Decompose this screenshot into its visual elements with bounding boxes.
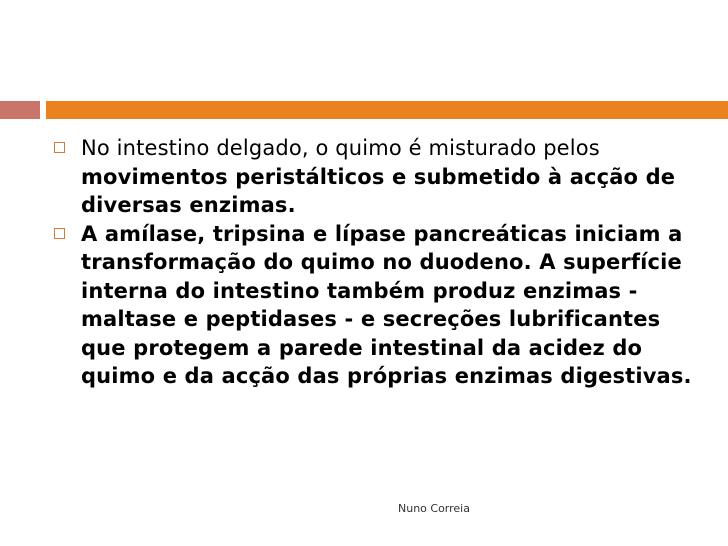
bullet-item: [52, 134, 692, 220]
square-bullet-icon: [54, 142, 65, 153]
bullet-text: A amílase, tripsina e lípase pancreáticas iniciam a transformação do quimo no duodeno. A superfície interna do intestino também produz enzimas - maltase e peptidases - e secreções lubrificantes que protegem a parede intestinal da acidez do quimo e da acção das próprias enzimas digestivas.: [81, 221, 692, 388]
bullet-text-bold: movimentos peristálticos e submetido à acção de diversas enzimas.: [81, 164, 676, 217]
slide-content: [52, 134, 692, 391]
footer-author: Nuno Correia: [398, 502, 470, 515]
bullet-item: [52, 220, 692, 391]
accent-bar-left: [0, 101, 40, 119]
square-bullet-icon: [54, 228, 65, 239]
accent-bar-right: [46, 101, 728, 119]
bullet-text-normal: No intestino delgado, o quimo é misturado pelos: [81, 136, 600, 160]
bullet-text: [81, 134, 692, 220]
